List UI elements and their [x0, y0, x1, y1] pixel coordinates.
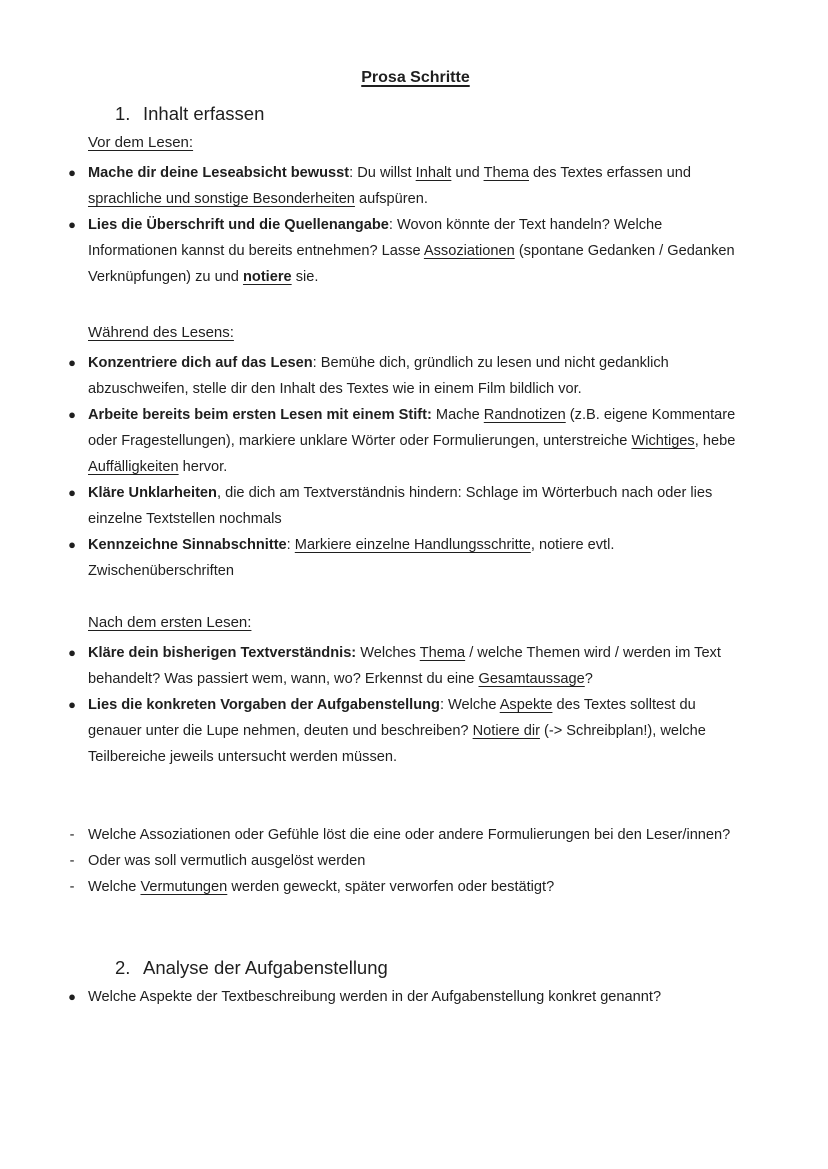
text-segment: : Wovon könnte der Text handeln? Welche Informationen kannst du bereits entnehmen? Lasse	[88, 217, 663, 259]
text-run	[88, 165, 691, 207]
text-segment: Vor dem Lesen:	[88, 134, 194, 151]
text-segment: Thema	[419, 645, 466, 661]
text-run	[88, 989, 661, 1005]
bullet-marker-icon: ●	[68, 989, 76, 1004]
text-segment: : Bemühe dich, gründlich zu lesen und nicht gedanklich abzuschweifen, stelle dir den Inhalt des Textes wie in einem Film bildlich vor.	[88, 355, 669, 397]
text-segment: (z.B. eigene Kommentare oder Fragestellungen), markiere unklare Wörter oder Formulierungen, unterstreiche	[88, 407, 736, 449]
dash-marker-icon: -	[69, 827, 75, 843]
text-segment: sie.	[291, 269, 319, 285]
text-segment: Gesamtaussage	[478, 671, 585, 687]
dash-item	[69, 848, 743, 874]
text-segment: werden geweckt, später verworfen oder bestätigt?	[227, 879, 555, 895]
bullet-item	[68, 160, 743, 212]
text-segment: des Textes erfassen und	[528, 165, 691, 181]
spacer	[88, 900, 743, 952]
section-subheading	[88, 320, 743, 346]
bullet-item	[68, 532, 743, 584]
bullet-item	[68, 350, 743, 402]
text-segment: des Textes solltest du genauer unter die Lupe nehmen, deuten und beschreiben?	[88, 697, 696, 739]
heading-number: 1.	[115, 103, 131, 124]
bullet-item	[68, 480, 743, 532]
text-segment: Analyse der Aufgabenstellung	[143, 957, 388, 978]
text-segment: Mache dir deine Leseabsicht bewusst	[88, 165, 350, 181]
bullet-marker-icon: ●	[68, 485, 76, 500]
text-segment: (spontane Gedanken / Gedanken Verknüpfungen) zu und	[88, 243, 735, 285]
bullet-marker-icon: ●	[68, 697, 76, 712]
text-segment: Vermutungen	[140, 879, 228, 895]
text-segment: , notiere evtl. Zwischenüberschriften	[88, 537, 615, 579]
text-segment: Welche Aspekte der Textbeschreibung werden in der Aufgabenstellung konkret genannt?	[88, 989, 662, 1005]
dash-marker-icon: -	[69, 853, 75, 869]
text-run	[88, 217, 735, 285]
text-run	[88, 324, 234, 341]
text-run	[88, 827, 730, 843]
section-subheading	[88, 610, 743, 636]
text-segment: Assoziationen	[423, 243, 515, 259]
spacer	[88, 770, 743, 822]
text-run	[88, 614, 251, 631]
text-segment: ?	[584, 671, 593, 687]
text-segment: und	[451, 165, 484, 181]
text-segment: : Welche	[439, 697, 500, 713]
bullet-marker-icon: ●	[68, 407, 76, 422]
bullet-item	[68, 692, 743, 770]
bullet-marker-icon: ●	[68, 537, 76, 552]
bullet-item	[68, 402, 743, 480]
text-segment: : Du willst	[349, 165, 416, 181]
text-segment: Konzentriere dich auf das Lesen	[88, 355, 313, 371]
spacer	[88, 584, 743, 610]
text-run	[88, 879, 554, 895]
text-segment: , hebe	[694, 433, 736, 449]
text-run	[88, 537, 614, 579]
text-segment: notiere	[242, 269, 292, 285]
text-segment: Auffälligkeiten	[88, 459, 179, 475]
bullet-marker-icon: ●	[68, 355, 76, 370]
text-segment: / welche Themen wird / werden im Text behandelt? Was passiert wem, wann, wo? Erkennst du eine	[88, 645, 721, 687]
dash-marker-icon: -	[69, 879, 75, 895]
heading-number: 2.	[115, 957, 131, 978]
bullet-marker-icon: ●	[68, 217, 76, 232]
text-segment: Arbeite bereits beim ersten Lesen mit einem Stift:	[88, 407, 432, 423]
text-segment: Randnotizen	[483, 407, 566, 423]
bullet-item	[68, 212, 743, 290]
text-run	[88, 134, 193, 151]
text-run	[143, 103, 264, 124]
numbered-heading	[88, 98, 743, 130]
text-segment: Aspekte	[499, 697, 553, 713]
text-run	[143, 957, 388, 978]
text-segment: Kläre dein bisherigen Textverständnis:	[88, 645, 357, 661]
text-run	[88, 853, 365, 869]
text-segment: Nach dem ersten Lesen:	[88, 614, 252, 631]
text-segment: Notiere dir	[472, 723, 540, 739]
text-segment: Oder was soll vermutlich ausgelöst werden	[88, 853, 366, 869]
text-segment: Kennzeichne Sinnabschnitte	[88, 537, 287, 553]
text-segment: Thema	[483, 165, 529, 181]
text-segment: Inhalt	[415, 165, 452, 181]
bullet-marker-icon: ●	[68, 165, 76, 180]
text-segment: Inhalt erfassen	[143, 103, 265, 124]
text-segment: (-> Schreibplan!), welche Teilbereiche jeweils untersucht werden müssen.	[88, 723, 706, 765]
document-title: Prosa Schritte	[361, 69, 470, 86]
dash-item	[69, 874, 743, 900]
text-run	[88, 645, 721, 687]
text-segment: Welche	[88, 879, 141, 895]
text-run	[88, 407, 735, 475]
text-segment: Während des Lesens:	[88, 324, 234, 341]
section-subheading	[88, 130, 743, 156]
text-run	[88, 485, 712, 527]
text-segment: Lies die Überschrift und die Quellenangabe	[88, 217, 389, 233]
text-segment: sprachliche und sonstige Besonderheiten	[88, 191, 355, 207]
text-run	[88, 697, 706, 765]
text-segment: hervor.	[178, 459, 228, 475]
dash-item	[69, 822, 743, 848]
bullet-marker-icon: ●	[68, 645, 76, 660]
text-segment: aufspüren.	[354, 191, 428, 207]
bullet-item	[68, 984, 743, 1010]
document-blocks	[68, 98, 743, 1010]
bullet-item	[68, 640, 743, 692]
text-segment: Mache	[431, 407, 484, 423]
text-segment: Wichtiges	[631, 433, 695, 449]
text-segment: Lies die konkreten Vorgaben der Aufgabenstellung	[88, 697, 440, 713]
text-segment: Welches	[356, 645, 420, 661]
text-segment: :	[286, 537, 295, 553]
text-segment: Markiere einzelne Handlungsschritte	[294, 537, 531, 553]
text-segment: , die dich am Textverständnis hindern: Schlage im Wörterbuch nach oder lies einzelne Textstellen nochmals	[88, 485, 713, 527]
text-run	[88, 355, 669, 397]
text-segment: Kläre Unklarheiten	[88, 485, 217, 501]
numbered-heading	[88, 952, 743, 984]
text-segment: Welche Assoziationen oder Gefühle löst die eine oder andere Formulierungen bei den Leser/innen?	[88, 827, 731, 843]
spacer	[88, 290, 743, 320]
